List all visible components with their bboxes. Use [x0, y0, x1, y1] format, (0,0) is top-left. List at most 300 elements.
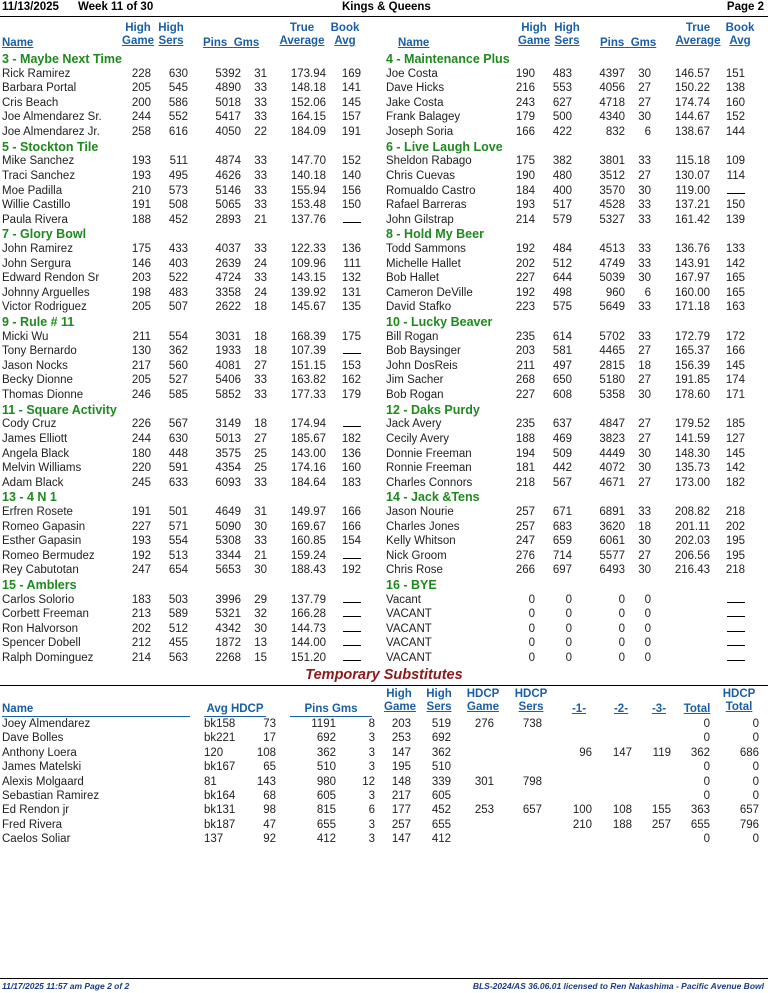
col-hs: 554	[168, 535, 188, 548]
player-row	[0, 636, 384, 651]
sub-total: 0	[703, 718, 710, 730]
substitute-row	[0, 746, 768, 760]
book-avg-blank	[343, 607, 361, 622]
col-hg: 228	[131, 67, 151, 80]
col-book: 142	[725, 257, 745, 270]
player-row	[0, 198, 384, 213]
col-hs: 497	[552, 359, 572, 372]
col-hs: 517	[552, 199, 572, 212]
col-hg: 223	[515, 301, 535, 314]
player-row	[0, 417, 384, 432]
sub-name: James Matelski	[2, 761, 82, 774]
col-book: 182	[341, 432, 361, 445]
player-row	[384, 125, 768, 140]
col-avg: 130.07	[674, 169, 710, 182]
player-row	[0, 549, 384, 564]
sub-gms: 12	[362, 775, 375, 788]
col-pins: 5852	[215, 389, 241, 402]
page-number: Page 2	[726, 1, 764, 13]
col-avg: 135.73	[674, 462, 710, 475]
player-name: Melvin Williams	[2, 462, 82, 475]
sub-gms: 3	[368, 818, 375, 831]
col-pins: 3570	[599, 184, 625, 197]
player-name: Joe Almendarez Sr.	[2, 111, 102, 124]
col-book: 179	[341, 389, 361, 402]
col-avg: 151.15	[290, 359, 326, 372]
col-hs: 513	[168, 549, 188, 562]
col-pins: 2622	[215, 301, 241, 314]
col-pins: 960	[605, 286, 625, 299]
col-avg: 143.91	[674, 257, 710, 270]
blank-line	[343, 549, 361, 559]
blank-line	[727, 622, 745, 632]
blank-line	[343, 213, 361, 223]
col-hg: 202	[131, 622, 151, 635]
col-gms: 30	[638, 462, 651, 475]
sub-htotal: 686	[739, 746, 759, 759]
player-name: Spencer Dobell	[2, 637, 81, 650]
col-book: 132	[341, 272, 361, 285]
col-gms: 33	[254, 184, 267, 197]
col-gms: 30	[638, 272, 651, 285]
col-avg: 153.48	[290, 199, 326, 212]
col-gms: 27	[254, 432, 267, 445]
col-hs: 552	[168, 111, 188, 124]
player-row	[0, 607, 384, 622]
player-row	[384, 330, 768, 345]
col-avg: 122.33	[290, 243, 326, 255]
player-row	[0, 593, 384, 608]
col-pins: 6093	[215, 476, 241, 489]
col-pins: 3031	[215, 330, 241, 343]
col-book: 150	[725, 199, 745, 212]
player-name: Bob Hallet	[386, 272, 440, 285]
col-pins: 5039	[599, 272, 625, 285]
col-pins: 4724	[215, 272, 241, 285]
col-gms: 0	[644, 593, 651, 606]
player-row	[384, 417, 768, 432]
col-gms: 18	[254, 330, 267, 343]
col-hs: 480	[552, 169, 572, 182]
player-row	[384, 636, 768, 651]
col-pins: 0	[618, 622, 625, 635]
col-book: 185	[725, 418, 745, 431]
col-hg: 212	[131, 637, 151, 650]
col-book: 133	[725, 243, 745, 255]
col-avg: 160.00	[674, 286, 710, 299]
blank-line	[343, 651, 361, 661]
col-hs: 563	[168, 652, 188, 664]
col-hg: 214	[131, 652, 151, 664]
player-name: Thomas Dionne	[2, 389, 84, 402]
book-avg-blank	[343, 213, 361, 228]
col-book: 153	[341, 359, 361, 372]
col-book: 166	[725, 345, 745, 358]
col-book: 131	[341, 286, 361, 299]
player-name: Traci Sanchez	[2, 169, 76, 182]
player-name: Rafael Barreras	[386, 199, 467, 212]
player-name: Rick Ramirez	[2, 67, 71, 80]
player-name: Moe Padilla	[2, 184, 63, 197]
player-name: Jim Sacher	[386, 374, 444, 387]
col-avg: 174.16	[290, 462, 326, 475]
col-gms: 33	[254, 155, 267, 168]
player-name: Willie Castillo	[2, 199, 71, 212]
col-high-sers-right: High Sers	[554, 22, 580, 47]
col-hg: 175	[131, 243, 151, 255]
col-book: 145	[725, 447, 745, 460]
sub-name: Sebastian Ramirez	[2, 789, 100, 802]
sub-g3: 257	[651, 818, 671, 831]
col-gms: 27	[638, 169, 651, 182]
col-hs: 567	[168, 418, 188, 431]
sub-hdcp: 68	[263, 789, 276, 802]
col-hs: 616	[168, 126, 188, 139]
player-row	[384, 169, 768, 184]
col-pins: 4072	[599, 462, 625, 475]
col-avg: 148.30	[674, 447, 710, 460]
player-name: Rey Cabutotan	[2, 564, 79, 577]
col-hg: 266	[515, 564, 535, 577]
player-row	[0, 271, 384, 286]
col-hg: 244	[131, 432, 151, 445]
col-hs: 579	[552, 213, 572, 226]
col-avg: 208.82	[674, 505, 710, 518]
sub-col-pins-gms: Pins Gms	[290, 703, 372, 717]
blank-line	[343, 607, 361, 617]
col-book: 160	[725, 96, 745, 109]
player-name: Esther Gapasin	[2, 535, 82, 548]
sub-col-hdcp-sers: HDCP Sers	[514, 688, 548, 713]
col-hs: 0	[565, 593, 572, 606]
col-gms: 33	[638, 155, 651, 168]
col-book: 152	[725, 111, 745, 124]
sub-gms: 3	[368, 732, 375, 745]
col-hg: 192	[131, 549, 151, 562]
player-row	[0, 96, 384, 111]
col-pins: 5321	[215, 608, 241, 621]
col-gms: 33	[638, 199, 651, 212]
col-avg: 137.21	[674, 199, 710, 212]
col-avg: 152.06	[290, 96, 326, 109]
player-row	[384, 432, 768, 447]
col-pins: 4465	[599, 345, 625, 358]
col-pins: 4890	[215, 82, 241, 95]
col-hs: 654	[168, 564, 188, 577]
player-row	[0, 476, 384, 491]
player-name: Ronnie Freeman	[386, 462, 472, 475]
player-row	[0, 563, 384, 578]
player-row	[384, 549, 768, 564]
col-hg: 193	[131, 155, 151, 168]
col-hs: 495	[168, 169, 188, 182]
col-hs: 650	[552, 374, 572, 387]
col-book: 152	[341, 155, 361, 168]
col-avg: 185.67	[290, 432, 326, 445]
col-avg: 165.37	[674, 345, 710, 358]
book-avg-blank	[343, 549, 361, 564]
player-name: John Gilstrap	[386, 213, 454, 226]
col-pins: 4513	[599, 243, 625, 255]
col-hg: 227	[515, 389, 535, 402]
col-hs: 0	[565, 622, 572, 635]
col-gms: 33	[254, 272, 267, 285]
player-row	[384, 213, 768, 228]
col-hg: 258	[131, 126, 151, 139]
col-avg: 145.67	[290, 301, 326, 314]
col-high-game-right: High Game	[518, 22, 550, 47]
player-row	[384, 388, 768, 403]
col-avg: 144.00	[290, 637, 326, 650]
col-pins: 4449	[599, 447, 625, 460]
col-gms: 33	[254, 199, 267, 212]
sub-name: Joey Almendarez	[2, 718, 91, 730]
right-team-column	[384, 52, 768, 666]
substitutes-column-headers	[0, 688, 768, 718]
column-headers	[0, 20, 768, 52]
col-avg: 168.39	[290, 330, 326, 343]
col-gms: 33	[638, 213, 651, 226]
col-book: 162	[341, 374, 361, 387]
col-gms: 30	[638, 184, 651, 197]
col-avg: 169.67	[290, 520, 326, 533]
player-name: Cody Cruz	[2, 418, 57, 431]
col-pins: 5327	[599, 213, 625, 226]
player-name: Sheldon Rabago	[386, 155, 472, 168]
col-hg: 179	[515, 111, 535, 124]
book-avg-blank	[343, 593, 361, 608]
col-hs: 614	[552, 330, 572, 343]
player-row	[0, 154, 384, 169]
sub-htotal: 657	[739, 804, 759, 817]
col-hg: 188	[515, 432, 535, 445]
footer-print-info: 11/17/2025 11:57 am Page 2 of 2	[2, 981, 130, 991]
col-gms: 30	[638, 389, 651, 402]
sub-g1: 100	[572, 804, 592, 817]
col-hs: 633	[168, 476, 188, 489]
sub-hdcp: 47	[263, 818, 276, 831]
player-name: Chris Cuevas	[386, 169, 456, 182]
col-hs: 501	[168, 505, 188, 518]
col-pins: 1933	[215, 345, 241, 358]
player-name: Joe Almendarez Jr.	[2, 126, 100, 139]
substitute-row	[0, 760, 768, 774]
player-row	[384, 534, 768, 549]
col-gms: 31	[254, 505, 267, 518]
col-hs: 452	[168, 213, 188, 226]
col-avg: 188.43	[290, 564, 326, 577]
player-row	[384, 110, 768, 125]
col-book: 195	[725, 549, 745, 562]
col-gms: 22	[254, 126, 267, 139]
col-pins: 5392	[215, 67, 241, 80]
col-hs: 503	[168, 593, 188, 606]
player-row	[384, 563, 768, 578]
col-pins: 3996	[215, 593, 241, 606]
col-avg: 155.94	[290, 184, 326, 197]
col-hg: 193	[131, 535, 151, 548]
col-avg: 161.42	[674, 213, 710, 226]
col-gms: 29	[254, 593, 267, 606]
col-hs: 571	[168, 520, 188, 533]
col-pins: 3801	[599, 155, 625, 168]
sub-pins: 692	[316, 732, 336, 745]
player-row	[384, 607, 768, 622]
col-hs: 382	[552, 155, 572, 168]
col-pins: 4649	[215, 505, 241, 518]
col-avg: 171.18	[674, 301, 710, 314]
col-avg: 178.60	[674, 389, 710, 402]
col-gms: 27	[254, 359, 267, 372]
team-title: 8 - Hold My Beer	[386, 227, 484, 242]
player-row	[0, 67, 384, 82]
col-hs: 448	[168, 447, 188, 460]
col-pins: 832	[605, 126, 625, 139]
player-row	[384, 651, 768, 666]
col-avg: 164.15	[290, 111, 326, 124]
col-hg: 192	[515, 243, 535, 255]
col-book: 136	[341, 447, 361, 460]
col-gms: 33	[638, 243, 651, 255]
sub-name: Alexis Molgaard	[2, 775, 84, 788]
player-row	[0, 651, 384, 666]
substitutes-table	[0, 717, 768, 847]
col-gms: 18	[638, 520, 651, 533]
col-avg: 184.09	[290, 126, 326, 139]
col-pins: 4342	[215, 622, 241, 635]
col-true-average-right: True Average	[675, 22, 721, 47]
col-hs: 527	[168, 374, 188, 387]
col-book: 157	[341, 111, 361, 124]
col-book: 182	[725, 476, 745, 489]
col-pins: 5146	[215, 184, 241, 197]
col-hs: 581	[552, 345, 572, 358]
player-name: Becky Dionne	[2, 374, 73, 387]
col-hg: 198	[131, 286, 151, 299]
player-row	[384, 447, 768, 462]
col-avg: 143.00	[290, 447, 326, 460]
sub-g2: 188	[612, 818, 632, 831]
team-title: 14 - Jack &Tens	[386, 490, 480, 505]
col-pins: 5653	[215, 564, 241, 577]
player-name: Corbett Freeman	[2, 608, 89, 621]
col-book: 154	[341, 535, 361, 548]
player-row	[0, 622, 384, 637]
sub-hs: 655	[431, 818, 451, 831]
sub-g3: 119	[652, 746, 671, 759]
book-avg-blank	[727, 607, 745, 622]
player-row	[384, 373, 768, 388]
col-hg: 268	[515, 374, 535, 387]
sub-hs: 519	[431, 718, 451, 730]
col-hg: 184	[515, 184, 535, 197]
col-pins: 4354	[215, 462, 241, 475]
sub-hs: 692	[431, 732, 451, 745]
col-pins: 5702	[599, 330, 625, 343]
col-gms: 0	[644, 652, 651, 664]
col-hs: 554	[168, 330, 188, 343]
player-name: Barbara Portal	[2, 82, 77, 95]
col-book: 136	[341, 243, 361, 255]
col-pins: 3149	[215, 418, 241, 431]
col-hg: 0	[528, 622, 535, 635]
player-name: VACANT	[386, 608, 432, 621]
col-hs: 422	[552, 126, 572, 139]
book-avg-blank	[343, 651, 361, 666]
player-name: Ralph Dominguez	[2, 652, 94, 664]
blank-line	[727, 593, 745, 603]
col-gms: 30	[254, 564, 267, 577]
sub-hs: 605	[431, 789, 451, 802]
col-pins: 3823	[599, 432, 625, 445]
col-hs: 469	[552, 432, 572, 445]
col-hg: 216	[515, 82, 535, 95]
player-row	[0, 286, 384, 301]
col-pins: 6891	[599, 505, 625, 518]
player-name: Charles Jones	[386, 520, 460, 533]
sub-htotal: 0	[752, 789, 759, 802]
col-gms: 0	[644, 622, 651, 635]
col-hg: 247	[515, 535, 535, 548]
player-row	[0, 461, 384, 476]
substitute-row	[0, 717, 768, 731]
sub-hdg: 276	[474, 718, 494, 730]
player-name: David Stafko	[386, 301, 452, 314]
col-hg: 181	[515, 462, 535, 475]
col-pins: 4037	[215, 243, 241, 255]
col-pins: 3575	[215, 447, 241, 460]
sub-gms: 3	[368, 789, 375, 802]
col-gms: 33	[254, 374, 267, 387]
col-hs: 567	[552, 476, 572, 489]
player-row	[384, 242, 768, 257]
col-hg: 227	[131, 520, 151, 533]
player-row	[384, 359, 768, 374]
player-name: Michelle Hallet	[386, 257, 461, 270]
col-gms: 15	[254, 652, 267, 664]
col-gms: 30	[638, 564, 651, 577]
col-avg: 143.15	[290, 272, 326, 285]
player-row	[384, 81, 768, 96]
col-gms: 30	[254, 520, 267, 533]
player-name: Joseph Soria	[386, 126, 454, 139]
col-name: Name	[2, 37, 34, 49]
col-gms: 27	[638, 82, 651, 95]
sub-total: 655	[690, 818, 710, 831]
player-name: Bob Rogan	[386, 389, 444, 402]
col-hs: 683	[552, 520, 572, 533]
col-gms: 18	[254, 301, 267, 314]
sub-avg: 120	[204, 746, 224, 759]
player-name: Jason Nocks	[2, 359, 68, 372]
sub-hg: 148	[391, 775, 411, 788]
col-hg: 246	[131, 389, 151, 402]
sub-gms: 3	[368, 761, 375, 774]
col-hs: 455	[168, 637, 188, 650]
col-avg: 166.28	[290, 608, 326, 621]
player-name: Erfren Rosete	[2, 505, 73, 518]
col-hg: 203	[515, 345, 535, 358]
substitute-row	[0, 731, 768, 745]
col-avg: 150.22	[674, 82, 710, 95]
substitute-row	[0, 832, 768, 846]
sub-avg: bk158	[204, 718, 236, 730]
col-book: 191	[341, 126, 361, 139]
player-name: Vacant	[386, 593, 421, 606]
col-hs: 362	[168, 345, 188, 358]
sub-name: Dave Bolles	[2, 732, 64, 745]
col-hs: 512	[168, 622, 188, 635]
